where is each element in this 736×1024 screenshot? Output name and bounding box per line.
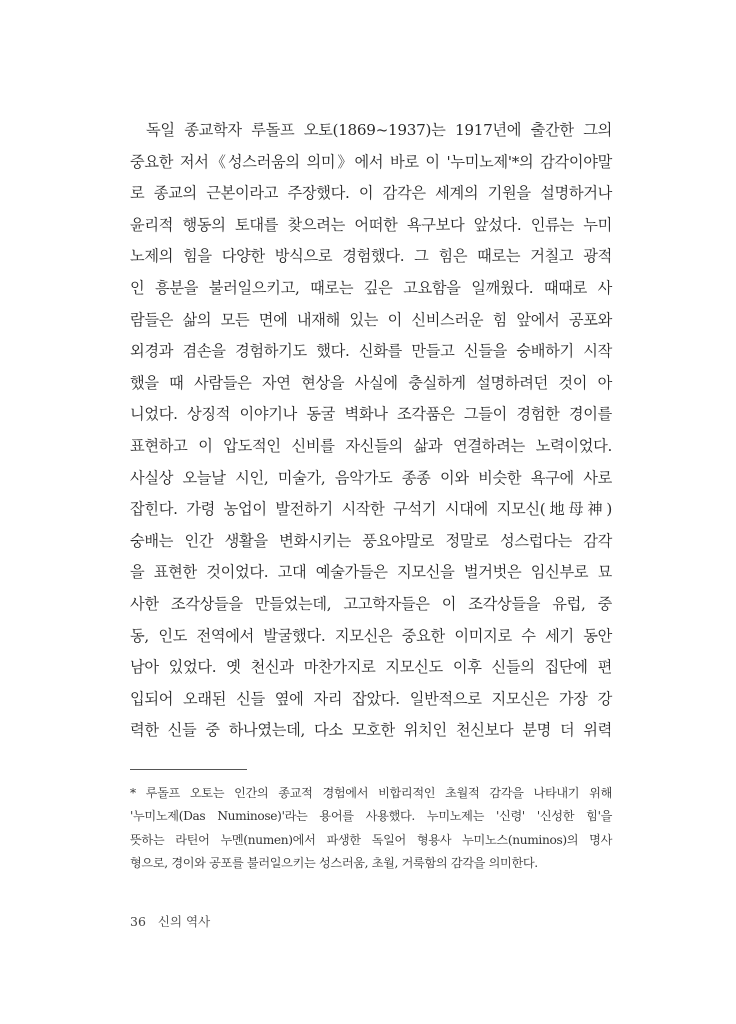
body-line: 표현하고 이 압도적인 신비를 자신들의 삶과 연결하려는 노력이었다. — [130, 436, 612, 455]
body-line: 동, 인도 전역에서 발굴했다. 지모신은 중요한 이미지로 수 세기 동안 — [130, 626, 612, 645]
body-line: 을 표현한 것이었다. 고대 예술가들은 지모신을 벌거벗은 임신부로 묘 — [130, 563, 612, 582]
page-footer — [130, 912, 210, 930]
footnote-line: 형으로, 경이와 공포를 불러일으키는 성스러움, 초월, 거룩함의 감각을 의미한다. — [130, 856, 538, 871]
body-line: 잡힌다. 가령 농업이 발전하기 시작한 구석기 시대에 지모신(地母神) — [130, 500, 612, 519]
body-line: 인 흥분을 불러일으키고, 때로는 깊은 고요함을 일깨웠다. 때때로 사 — [130, 278, 612, 297]
body-line: 사한 조각상들을 만들었는데, 고고학자들은 이 조각상들을 유럽, 중 — [130, 594, 612, 613]
body-line: 니었다. 상징적 이야기나 동굴 벽화나 조각품은 그들이 경험한 경이를 — [130, 405, 612, 424]
running-title: 신의 역사 — [157, 914, 211, 929]
body-text — [130, 115, 612, 747]
body-line: 사실상 오늘날 시인, 미술가, 음악가도 종종 이와 비슷한 욕구에 사로 — [130, 468, 612, 487]
footnote-line: * 루돌프 오토는 인간의 종교적 경험에서 비합리적인 초월적 감각을 나타내기 위해 — [130, 786, 612, 800]
footnote-divider — [130, 769, 247, 770]
body-line: 노제의 힘을 다양한 방식으로 경험했다. 그 힘은 때로는 거칠고 광적 — [130, 247, 612, 266]
body-line: 남아 있었다. 옛 천신과 마찬가지로 지모신도 이후 신들의 집단에 편 — [130, 658, 612, 677]
body-line: 독일 종교학자 루돌프 오토(1869~1937)는 1917년에 출간한 그의 — [146, 121, 612, 139]
footnote — [130, 782, 612, 876]
footnote-line: '누미노제(Das Numinose)'라는 용어를 사용했다. 누미노제는 '신령' '신성한 힘'을 — [130, 809, 612, 824]
body-line: 숭배는 인간 생활을 변화시키는 풍요야말로 정말로 성스럽다는 감각 — [130, 531, 612, 550]
body-line: 외경과 겸손을 경험하기도 했다. 신화를 만들고 신들을 숭배하기 시작 — [130, 342, 612, 361]
body-line: 윤리적 행동의 토대를 찾으려는 어떠한 욕구보다 앞섰다. 인류는 누미 — [130, 215, 612, 234]
page-number: 36 — [130, 914, 146, 929]
footnote-line: 뜻하는 라틴어 누멘(numen)에서 파생한 독일어 형용사 누미노스(numinos)의 명사 — [130, 832, 612, 847]
body-line: 중요한 저서《성스러움의 의미》에서 바로 이 '누미노제'*의 감각이야말 — [130, 152, 612, 171]
body-line: 로 종교의 근본이라고 주장했다. 이 감각은 세계의 기원을 설명하거나 — [130, 184, 612, 203]
body-line: 입되어 오래된 신들 옆에 자리 잡았다. 일반적으로 지모신은 가장 강 — [130, 689, 612, 708]
body-line: 했을 때 사람들은 자연 현상을 사실에 충실하게 설명하려던 것이 아 — [130, 373, 612, 392]
body-line: 력한 신들 중 하나였는데, 다소 모호한 위치인 천신보다 분명 더 위력 — [130, 721, 612, 740]
body-line: 람들은 삶의 모든 면에 내재해 있는 이 신비스러운 힘 앞에서 공포와 — [130, 310, 612, 329]
